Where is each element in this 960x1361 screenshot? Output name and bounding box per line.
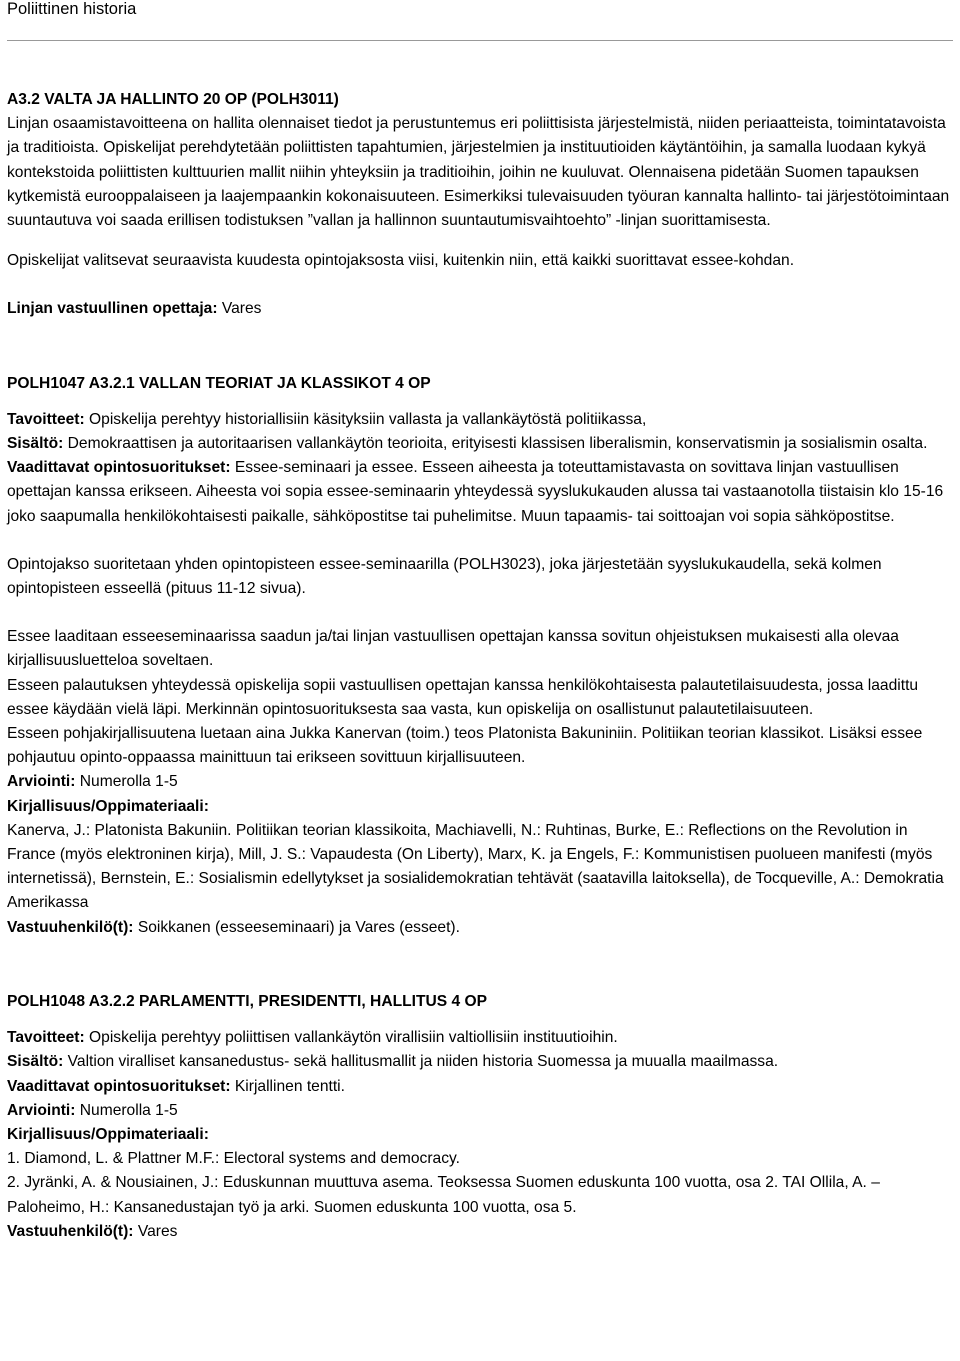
course1-materials-label: Kirjallisuus/Oppimateriaali: [7,797,209,815]
course1-grading [7,770,953,794]
course1-responsible [7,916,953,940]
goals-label: Tavoitteet: [7,410,85,428]
course2-material-item: 2. Jyränki, A. & Nousiainen, J.: Eduskunnan muuttuva asema. Teoksessa Suomen eduskunta 100 vuotta, osa 2. TAI Ollila, A. – Paloheimo, H.: Kansanedustajan työ ja arki. Suomen eduskunta 100 vuotta, osa 5. [7,1174,880,1216]
course1-seminar-paragraph: Opintojakso suoritetaan yhden opintopisteen essee-seminaarilla (POLH3023), joka järjestetään syyslukukaudella, sekä kolmen opintopisteen esseellä (pituus 11-12 sivua). [7,555,882,598]
course1-literature-paragraph: Esseen pohjakirjallisuutena luetaan aina Jukka Kanervan (toim.) teos Platonista Bakuniniin. Politiikan teorian klassikot. Lisäksi essee pohjautuu opinto-oppaassa mainittuun tai erikseen sovittuun kirjallisuuteen. [7,725,923,767]
responsible-label: Vastuuhenkilö(t): [7,1222,134,1240]
course1-materials-list: Kanerva, J.: Platonista Bakuniin. Politiikan teorian klassikoita, Machiavelli, N.: Ruhtinas, Burke, E.: Reflections on the Revolution in France (myös elektroninen kirja), Mill, J. S.: Vapaudesta (On Liberty), Marx, K. ja Engels, F.: Kommunistisen puolueen manifesti (myös internetissä), Bernstein, E.: Sosialismin edellytykset ja sosialidemokratian tehtävät (saatavilla laitoksella), de Tocqueville, A.: Demokratia Amerikassa [7,821,944,912]
requirements-value: Kirjallinen tentti. [230,1077,345,1095]
line-teacher [7,297,953,321]
requirements-label: Vaadittavat opintosuoritukset: [7,1077,231,1095]
course-heading-polh1048: POLH1048 A3.2.2 PARLAMENTTI, PRESIDENTTI, HALLITUS 4 OP [7,992,488,1010]
grading-value: Numerolla 1-5 [75,773,178,791]
course1-content [7,432,953,456]
grading-label: Arviointi: [7,773,76,791]
grading-value: Numerolla 1-5 [75,1101,178,1119]
course2-content [7,1050,953,1074]
document-title: Poliittinen historia [7,0,137,18]
content-value: Valtion viralliset kansanedustus- sekä hallitusmallit ja niiden historia Suomessa ja muualla maailmassa. [63,1053,779,1071]
teacher-label: Linjan vastuullinen opettaja: [7,300,218,318]
requirements-label: Vaadittavat opintosuoritukset: [7,459,231,477]
course1-feedback-paragraph: Esseen palautuksen yhteydessä opiskelija sopii vastuullisen opettajan kanssa henkilökohtaisesta palautetilaisuudesta, jossa laadittu essee käydään vielä läpi. Merkinnän opintosuorituksesta saa vasta, kun opiskelija on osallistunut palautetilaisuuteen. [7,676,919,718]
course1-goals [7,408,953,432]
line-description: Linjan osaamistavoitteena on hallita olennaiset tiedot ja perustuntemus eri poliittisista järjestelmistä, niiden periaatteista, toimintatavoista ja traditioista. Opiskelijat perehdytetään poliittisten tapahtumien, järjestelmien ja instituutioiden käytäntöihin, ja samalla luodaan kykyä kontekstoida poliittisten kulttuurien mallit niihin yhteyksiin ja traditioihin, joihin ne kuuluvat. Olennaisena pidetään Suomen tapauksen kytkemistä eurooppalaiseen ja laajempaankin kokonaisuuteen. Esimerkiksi tulevaisuuden työuran kannalta hallinto- tai järjestötoimintaan suuntautuva voi saada erillisen todistuksen ”vallan ja hallinnon suuntautumisvaihtoehto” -linjan suorittamisesta. [7,115,950,230]
course2-goals [7,1026,953,1050]
content-label: Sisältö: [7,1053,64,1071]
course2-material-item: 1. Diamond, L. & Plattner M.F.: Electoral systems and democracy. [7,1150,460,1168]
responsible-value: Vares [133,1222,178,1240]
page-header [0,0,960,44]
course-heading-polh1047: POLH1047 A3.2.1 VALLAN TEORIAT JA KLASSIKOT 4 OP [7,374,431,392]
course1-requirements [7,456,953,529]
responsible-label: Vastuuhenkilö(t): [7,918,134,936]
document-body [7,88,953,1244]
course2-grading [7,1099,953,1123]
goals-value: Opiskelija perehtyy historiallisiin käsityksiin vallasta ja vallankäytöstä politiikassa, [84,410,647,428]
teacher-value: Vares [217,300,262,318]
content-value: Demokraattisen ja autoritaarisen vallankäytön teorioita, erityisesti klassisen liberalismin, konservatismin ja sosialismin osalta. [63,435,928,453]
course1-essay-paragraph: Essee laaditaan esseeseminaarissa saadun ja/tai linjan vastuullisen opettajan kanssa sovitun ohjeistuksen mukaisesti alla olevaa kirjallisuusluetteloa soveltaen. [7,628,899,670]
course2-requirements [7,1075,953,1099]
grading-label: Arviointi: [7,1101,76,1119]
course-selection-note: Opiskelijat valitsevat seuraavista kuudesta opintojaksosta viisi, kuitenkin niin, että kaikki suorittavat essee-kohdan. [7,252,795,270]
responsible-value: Soikkanen (esseeseminaari) ja Vares (esseet). [133,918,460,936]
header-divider [7,40,953,41]
line-heading: A3.2 VALTA JA HALLINTO 20 OP (POLH3011) [7,91,339,108]
course2-responsible [7,1220,953,1244]
goals-label: Tavoitteet: [7,1029,85,1047]
content-label: Sisältö: [7,435,64,453]
goals-value: Opiskelija perehtyy poliittisen vallankäytön virallisiin valtiollisiin instituutioihin. [84,1029,618,1047]
course2-materials-label: Kirjallisuus/Oppimateriaali: [7,1125,209,1143]
requirements-value: Essee-seminaari ja essee. Esseen aiheesta ja toteuttamistavasta on sovittava linjan vastuullisen opettajan kanssa erikseen. Aiheesta voi sopia essee-seminaarin yhteydessä syyslukukauden alussa tai vastaanotolla tiistaisin klo 15-16 joko saapumalla henkilökohtaisesti paikalle, sähköpostitse tai puhelimitse. Muun tapaamis- tai soittoajan voi sopia sähköpostitse. [7,459,944,525]
